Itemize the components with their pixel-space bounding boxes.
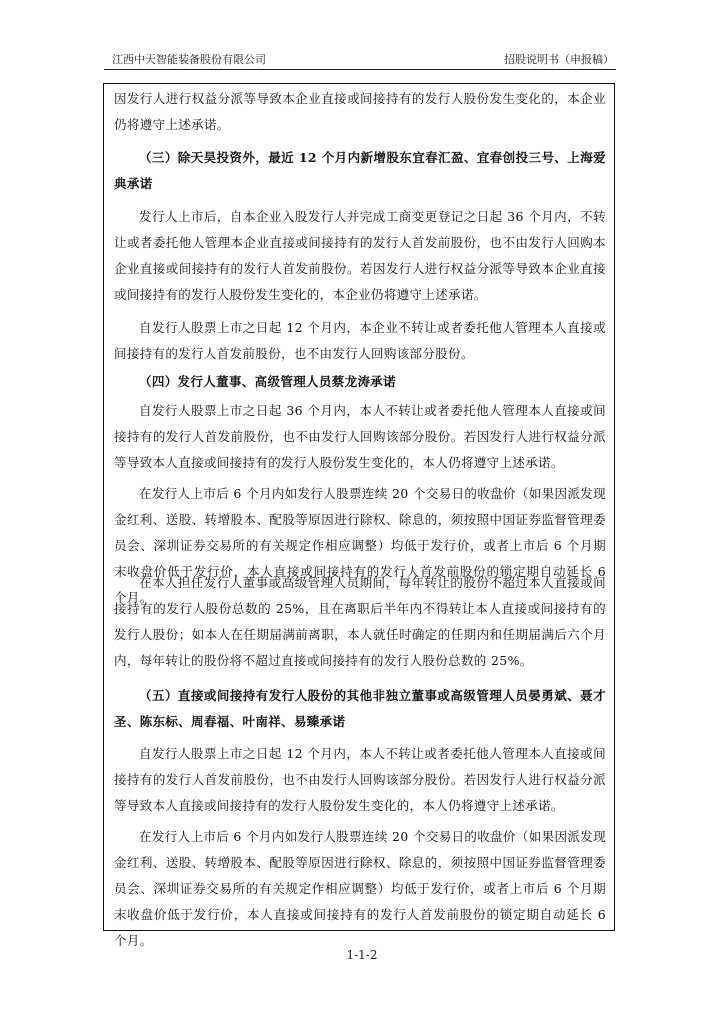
- paragraph: 自发行人股票上市之日起 12 个月内，本人不转让或者委托他人管理本人直接或间接持有的发行人首发前股份，也不由发行人回购该部分股份。若因发行人进行权益分派等导致本人直接或间接持有的发行人股份发生变化的，本人仍将遵守上述承诺。: [114, 746, 606, 813]
- section-heading-5: （五）直接或间接持有发行人股份的其他非独立董事或高级管理人员晏勇斌、聂才圣、陈东标、周春福、叶南祥、易臻承诺: [114, 688, 606, 729]
- paragraph: 自发行人股票上市之日起 12 个月内，本企业不转让或者委托他人管理本人直接或间接持有的发行人首发前股份，也不由发行人回购该部分股份。: [114, 320, 606, 361]
- paragraph: 在发行人上市后 6 个月内如发行人股票连续 20 个交易日的收盘价（如果因派发现金红利、送股、转增股本、配股等原因进行除权、除息的，须按照中国证券监督管理委员会、深圳证券交易所的有关规定作相应调整）均低于发行价，或者上市后 6 个月期末收盘价低于发行价，本人直接或间接持有的发行人首发前股份的锁定期自动延长 6 个月。: [114, 829, 606, 948]
- paragraph: 自发行人股票上市之日起 36 个月内，本人不转让或者委托他人管理本人直接或间接持有的发行人首发前股份，也不由发行人回购该部分股份。若因发行人进行权益分派等导致本人直接或间接持有的发行人股份发生变化的，本人仍将遵守上述承诺。: [114, 403, 606, 470]
- content-box: [103, 83, 615, 948]
- header-company-name: 江西中天智能装备股份有限公司: [112, 53, 266, 66]
- paragraph: 在本人担任发行人董事或高级管理人员期间，每年转让的股份不超过本人直接或间接持有的发行人股份总数的 25%，且在离职后半年内不得转让本人直接或间接持有的发行人股份；如本人在任期届满前离职，本人就任时确定的任期内和任期届满后六个月内，每年转让的股份将不超过直接或间接持有的发行人股份总数的 25%。: [114, 575, 606, 668]
- paragraph: 发行人上市后，自本企业入股发行人并完成工商变更登记之日起 36 个月内，不转让或者委托他人管理本企业直接或间接持有的发行人首发前股份，也不由发行人回购本企业直接或间接持有的发行人首发前股份。若因发行人进行权益分派等导致本企业直接或间接持有的发行人股份发生变化的，本企业仍将遵守上述承诺。: [114, 209, 606, 302]
- paragraph-continuation: 因发行人进行权益分派等导致本企业直接或间接持有的发行人股份发生变化的，本企业仍将遵守上述承诺。: [114, 91, 606, 132]
- page-header: [104, 52, 616, 68]
- section-heading-4: （四）发行人董事、高级管理人员蔡龙涛承诺: [139, 374, 397, 389]
- header-rule: [104, 69, 616, 70]
- section-heading-3: （三）除天昊投资外，最近 12 个月内新增股东宜春汇盈、宜春创投三号、上海爱典承诺: [114, 150, 606, 191]
- paragraph: 在发行人上市后 6 个月内如发行人股票连续 20 个交易日的收盘价（如果因派发现金红利、送股、转增股本、配股等原因进行除权、除息的，须按照中国证券监督管理委员会、深圳证券交易所的有关规定作相应调整）均低于发行价，或者上市后 6 个月期末收盘价低于发行价，本人直接或间接持有的发行人首发前股份的锁定期自动延长 6 个月。: [114, 486, 606, 605]
- header-document-title: 招股说明书（申报稿）: [504, 53, 614, 66]
- page-number: 1-1-2: [346, 948, 378, 962]
